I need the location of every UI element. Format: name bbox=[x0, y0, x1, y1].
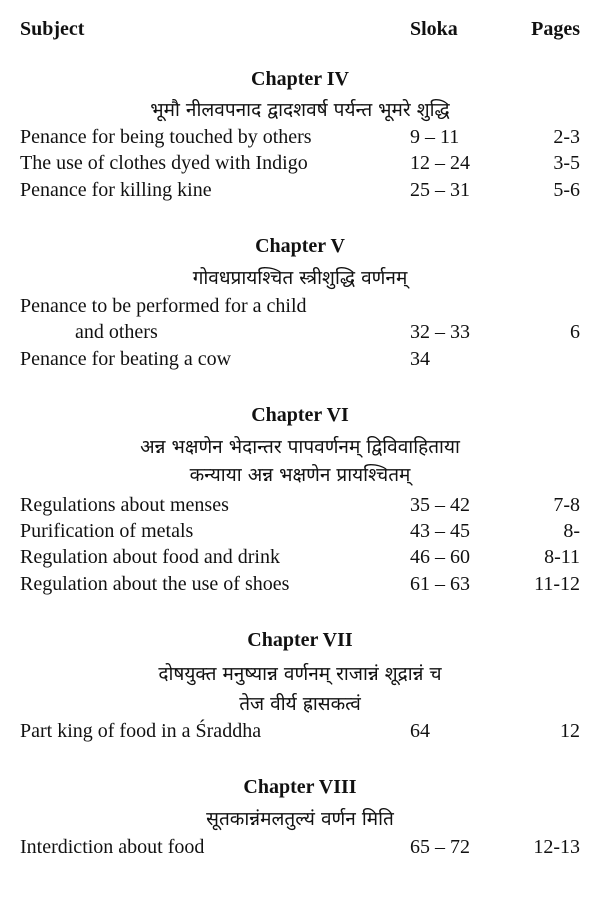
contents-row bbox=[0, 836, 600, 862]
row-subject: Purification of metals bbox=[20, 520, 194, 542]
row-pages: 7-8 bbox=[553, 494, 580, 516]
row-sloka: 25 – 31 bbox=[410, 179, 470, 201]
row-subject: Penance for being touched by others bbox=[20, 126, 312, 148]
row-pages: 3-5 bbox=[553, 152, 580, 174]
row-sloka: 12 – 24 bbox=[410, 152, 470, 174]
row-subject: Penance to be performed for a child bbox=[20, 295, 307, 317]
contents-row bbox=[0, 295, 600, 321]
row-sloka: 46 – 60 bbox=[410, 546, 470, 568]
row-sloka: 9 – 11 bbox=[410, 126, 460, 148]
row-sloka: 43 – 45 bbox=[410, 520, 470, 542]
row-sloka: 65 – 72 bbox=[410, 836, 470, 858]
chapter-title: Chapter VIII bbox=[243, 776, 357, 798]
row-subject: Regulation about the use of shoes bbox=[20, 573, 290, 595]
contents-row bbox=[0, 348, 600, 374]
contents-row bbox=[0, 494, 600, 520]
chapter-sanskrit-heading: तेज वीर्य ह्रासकत्वं bbox=[239, 693, 361, 715]
row-pages: 12-13 bbox=[533, 836, 580, 858]
row-subject: The use of clothes dyed with Indigo bbox=[20, 152, 308, 174]
row-pages: 5-6 bbox=[553, 179, 580, 201]
chapter-title: Chapter VII bbox=[247, 629, 353, 651]
chapter-sanskrit-heading: कन्याया अन्न भक्षणेन प्रायश्चितम् bbox=[189, 464, 411, 486]
row-pages: 12 bbox=[560, 720, 580, 742]
pages-column-header: Pages bbox=[531, 18, 580, 40]
chapter-sanskrit-heading: अन्न भक्षणेन भेदान्तर पापवर्णनम् द्विविवाहिताया bbox=[140, 436, 460, 458]
contents-row bbox=[0, 126, 600, 152]
chapter-title: Chapter V bbox=[255, 235, 345, 257]
chapter-title: Chapter VI bbox=[251, 404, 349, 426]
contents-row bbox=[0, 546, 600, 572]
chapter-sanskrit-heading: गोवधप्रायश्चित स्त्रीशुद्धि वर्णनम् bbox=[192, 267, 408, 289]
row-subject: Regulation about food and drink bbox=[20, 546, 280, 568]
row-subject: Interdiction about food bbox=[20, 836, 205, 858]
row-pages: 6 bbox=[570, 321, 580, 343]
contents-row bbox=[0, 520, 600, 546]
row-subject: Regulations about menses bbox=[20, 494, 229, 516]
contents-row bbox=[0, 321, 600, 347]
contents-row bbox=[0, 720, 600, 746]
chapter-title: Chapter IV bbox=[251, 68, 349, 90]
row-subject: Penance for beating a cow bbox=[20, 348, 232, 370]
row-sloka: 35 – 42 bbox=[410, 494, 470, 516]
contents-row bbox=[0, 179, 600, 205]
row-subject: Penance for killing kine bbox=[20, 179, 212, 201]
row-sloka: 34 bbox=[410, 348, 430, 370]
row-subject: and others bbox=[75, 321, 158, 343]
chapter-sanskrit-heading: दोषयुक्त मनुष्यान्न वर्णनम् राजान्नं शूद्रान्नं च bbox=[158, 663, 442, 685]
contents-row bbox=[0, 152, 600, 178]
contents-row bbox=[0, 573, 600, 599]
row-pages: 8-11 bbox=[544, 546, 580, 568]
row-pages: 11-12 bbox=[534, 573, 580, 595]
row-pages: 2-3 bbox=[553, 126, 580, 148]
chapter-sanskrit-heading: सूतकान्नंमलतुल्यं वर्णन मिति bbox=[206, 808, 394, 830]
row-sloka: 64 bbox=[410, 720, 430, 742]
row-sloka: 32 – 33 bbox=[410, 321, 470, 343]
row-pages: 8- bbox=[563, 520, 580, 542]
subject-column-header: Subject bbox=[20, 18, 85, 40]
chapter-sanskrit-heading: भूमौ नीलवपनाद द्वादशवर्ष पर्यन्त भूमरे शुद्धि bbox=[150, 99, 450, 121]
row-subject: Part king of food in a Śraddha bbox=[20, 720, 262, 742]
sloka-column-header: Sloka bbox=[410, 18, 458, 40]
row-sloka: 61 – 63 bbox=[410, 573, 470, 595]
